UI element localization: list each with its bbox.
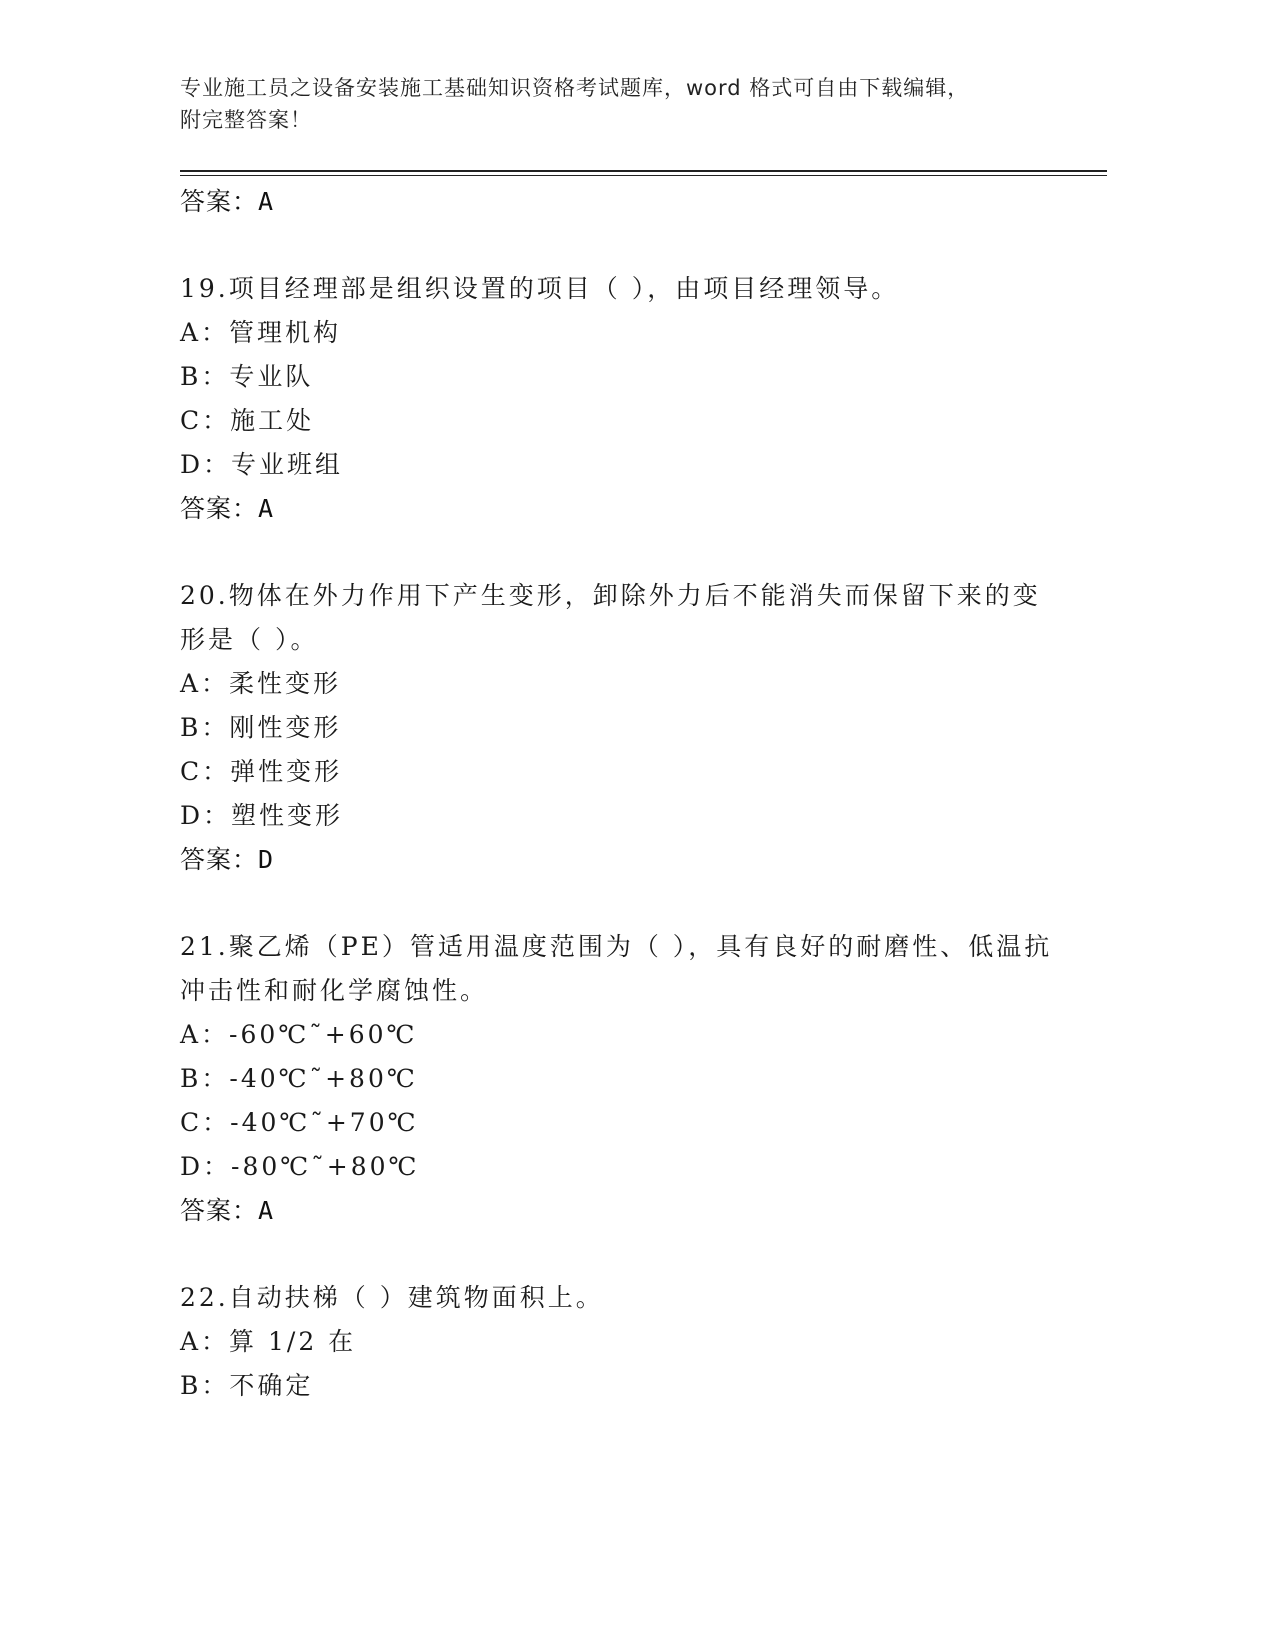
document-header [180,72,1060,136]
header-line-1: 专业施工员之设备安装施工基础知识资格考试题库，word 格式可自由下载编辑， [180,76,970,100]
option-c: C：施工处 [180,406,315,435]
answer-value: A [258,187,275,216]
question-block [180,925,1060,1233]
question-text: 19.项目经理部是组织设置的项目（ ），由项目经理领导。 [180,274,900,303]
option-a: A：-60℃˜+60℃ [180,1020,418,1049]
question-block [180,1276,1060,1408]
option-b: B：不确定 [180,1371,314,1400]
answer-label: 答案： [180,494,259,523]
option-d: D：塑性变形 [180,801,344,830]
option-b: B：-40℃˜+80℃ [180,1064,418,1093]
answer-label: 答案： [180,845,259,874]
answer-value: A [258,494,275,523]
answer-line [180,1189,1060,1233]
option-b: B：专业队 [180,362,314,391]
header-divider-thick [180,170,1107,172]
question-text: 22.自动扶梯（ ）建筑物面积上。 [180,1283,604,1312]
header-divider-thin [180,175,1107,176]
question-block [180,267,1060,531]
answer-line [180,838,1060,882]
spacer [180,1233,1060,1276]
answer-value: D [258,845,275,874]
answer-value: A [258,1196,275,1225]
spacer [180,882,1060,925]
option-b: B：刚性变形 [180,713,342,742]
question-text: 20.物体在外力作用下产生变形，卸除外力后不能消失而保留下来的变形是（ ）。 [180,581,1041,654]
header-line-2: 附完整答案！ [180,108,312,132]
spacer [180,224,1060,267]
answer-label: 答案： [180,187,259,216]
option-a: A：柔性变形 [180,669,342,698]
option-c: C：-40℃˜+70℃ [180,1108,419,1137]
answer-line [180,180,1060,224]
question-text: 21.聚乙烯（PE）管适用温度范围为（ ），具有良好的耐磨性、低温抗冲击性和耐化学腐蚀性。 [180,932,1053,1005]
question-block [180,574,1060,882]
option-d: D：-80℃˜+80℃ [180,1152,420,1181]
spacer [180,531,1060,574]
option-d: D：专业班组 [180,450,344,479]
option-a: A：算 1/2 在 [180,1327,357,1356]
question-list [180,180,1060,1408]
option-c: C：弹性变形 [180,757,343,786]
answer-line [180,487,1060,531]
option-a: A：管理机构 [180,318,342,347]
answer-label: 答案： [180,1196,259,1225]
